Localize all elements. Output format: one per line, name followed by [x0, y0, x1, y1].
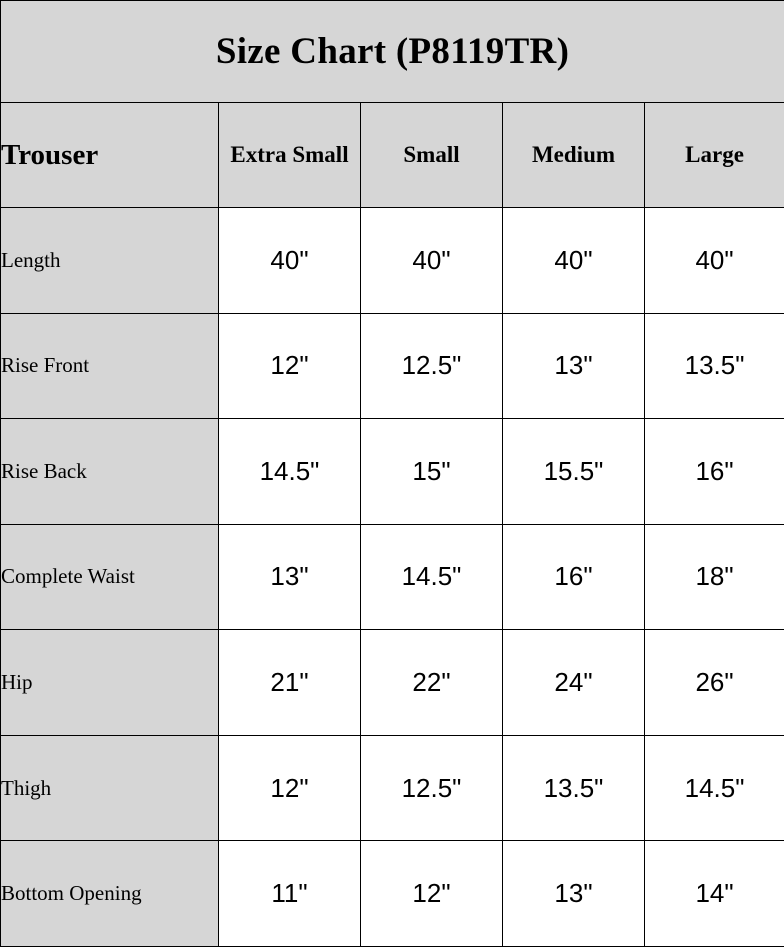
measurement-value: 21" [219, 630, 361, 736]
measurement-value: 16" [645, 419, 784, 525]
measurement-label-thigh: Thigh [1, 735, 219, 841]
table-row [1, 524, 784, 630]
measurement-value: 40" [219, 208, 361, 314]
table-row [1, 841, 784, 947]
measurement-value: 16" [503, 524, 645, 630]
measurement-value: 12" [361, 841, 503, 947]
measurement-value: 13.5" [645, 313, 784, 419]
size-header-extra-small: Extra Small [219, 103, 361, 208]
measurement-value: 13" [503, 313, 645, 419]
measurement-label-bottom-opening: Bottom Opening [1, 841, 219, 947]
measurement-value: 40" [503, 208, 645, 314]
measurement-value: 15" [361, 419, 503, 525]
table-row [1, 419, 784, 525]
measurement-label-complete-waist: Complete Waist [1, 524, 219, 630]
table-row [1, 630, 784, 736]
measurement-value: 18" [645, 524, 784, 630]
measurement-value: 12" [219, 735, 361, 841]
measurement-label-rise-back: Rise Back [1, 419, 219, 525]
size-header-medium: Medium [503, 103, 645, 208]
size-header-small: Small [361, 103, 503, 208]
measurement-value: 14.5" [645, 735, 784, 841]
measurement-value: 22" [361, 630, 503, 736]
measurement-value: 13.5" [503, 735, 645, 841]
size-header-large: Large [645, 103, 784, 208]
measurement-value: 13" [503, 841, 645, 947]
measurement-value: 11" [219, 841, 361, 947]
measurement-value: 12.5" [361, 735, 503, 841]
chart-title: Size Chart (P8119TR) [1, 1, 784, 103]
measurement-value: 14" [645, 841, 784, 947]
measurement-label-hip: Hip [1, 630, 219, 736]
measurement-value: 24" [503, 630, 645, 736]
table-row [1, 735, 784, 841]
measurement-label-rise-front: Rise Front [1, 313, 219, 419]
measurement-value: 15.5" [503, 419, 645, 525]
table-row [1, 313, 784, 419]
measurement-value: 12" [219, 313, 361, 419]
measurement-value: 40" [361, 208, 503, 314]
title-row [1, 1, 784, 103]
measurement-value: 12.5" [361, 313, 503, 419]
measurement-value: 26" [645, 630, 784, 736]
measurement-value: 14.5" [219, 419, 361, 525]
measurement-value: 40" [645, 208, 784, 314]
garment-type-label: Trouser [1, 103, 219, 208]
measurement-value: 14.5" [361, 524, 503, 630]
table-row [1, 208, 784, 314]
header-row [1, 103, 784, 208]
measurement-value: 13" [219, 524, 361, 630]
measurement-label-length: Length [1, 208, 219, 314]
